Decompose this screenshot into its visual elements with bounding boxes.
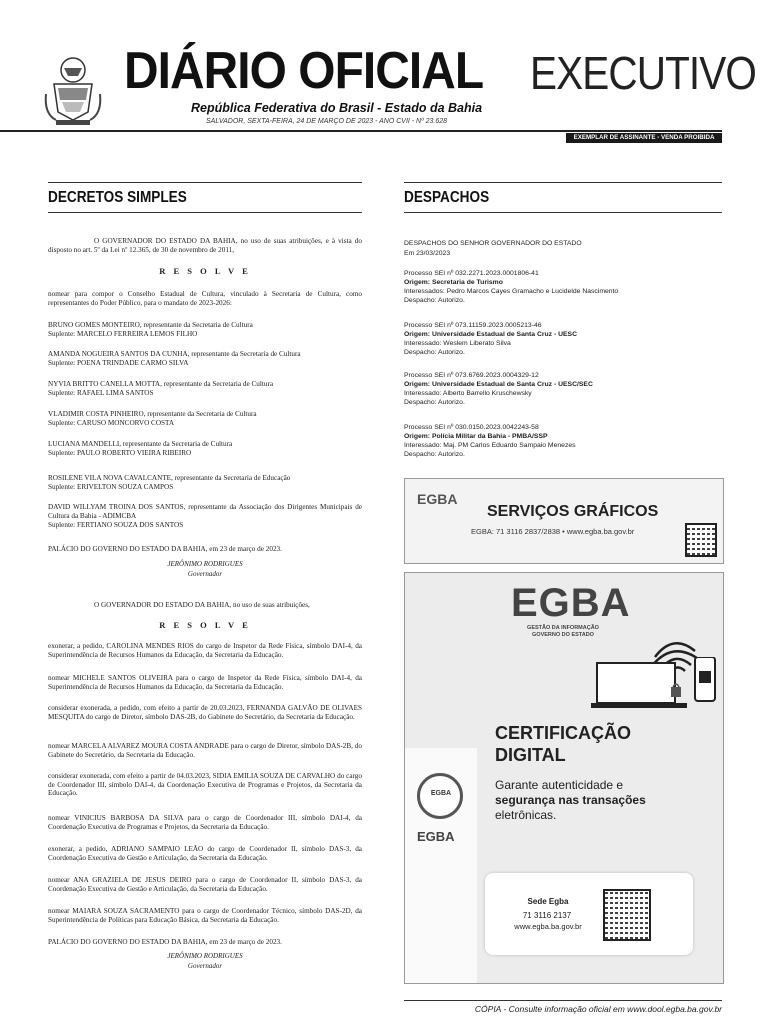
decree1-palace: PALÁCIO DO GOVERNO DO ESTADO DA BAHIA, em 23 de março de 2023.: [48, 545, 282, 553]
member-suplente: Suplente: RAFAEL LIMA SANTOS: [48, 389, 154, 397]
list-item: nomear ANA GRAZIELA DE JESUS DEIRO para o cargo de Coordenador II, símbolo DAS-3, da Coordenação Executiva de Gestão e Articulação, da Secretaria da Educação.: [48, 876, 362, 893]
qr-code-icon: [685, 523, 717, 557]
process-interested: Interessado: Alberto Barrello Kruschewsky: [404, 390, 532, 397]
footer-copy-notice: CÓPIA - Consulte informação oficial em www.dool.egba.ba.gov.br: [474, 1004, 722, 1014]
ad-seal: [417, 773, 463, 819]
process-number: Processo SEI nº 032.2271.2023.0001806-41: [404, 270, 539, 277]
decree2-intro: O GOVERNADOR DO ESTADO DA BAHIA, no uso de suas atribuições,: [94, 601, 310, 609]
state-crest-icon: [42, 54, 104, 128]
process-interested: Interessado: Maj. PM Carlos Eduardo Sampaio Menezes: [404, 442, 576, 449]
member-suplente: Suplente: FERTIANO SOUZA DOS SANTOS: [48, 521, 184, 529]
ad-card-website: www.egba.ba.gov.br: [514, 922, 582, 931]
member-suplente: Suplente: ERIVELTON SOUZA CAMPOS: [48, 483, 174, 491]
process-origin: Origem: Universidade Estadual de Santa Cruz - UESC: [404, 331, 577, 338]
member-suplente: Suplente: POENA TRINDADE CARMO SILVA: [48, 359, 189, 367]
list-item: considerar exonerada, com efeito a partir de 04.03.2023, SIDIA EMILIA SOUZA DE CARVALHO do cargo de Coordenador III, símbolo DAI-4, da Coordenação Executiva de Programas e Projetos, da Secretaria da Educação.: [48, 772, 362, 798]
decree2-palace: PALÁCIO DO GOVERNO DO ESTADO DA BAHIA, em 23 de março de 2023.: [48, 938, 282, 946]
decree1-body: nomear para compor o Conselho Estadual de Cultura, vinculado à Secretaria de Cultura, como representantes do Poder Público, para o mandato de 2023-2026:: [48, 290, 362, 307]
decree1-intro: O GOVERNADOR DO ESTADO DA BAHIA, no uso de suas atribuições, e à vista do disposto no art. 5º da Lei nº 12.365, de 30 de novembro de 2011,: [48, 237, 362, 254]
ad-headline-1: CERTIFICAÇÃO: [495, 723, 631, 743]
ad-card-name: Sede Egba: [527, 897, 569, 906]
despachos-header: DESPACHOS DO SENHOR GOVERNADOR DO ESTADO: [404, 240, 582, 247]
ad-description: [495, 778, 695, 823]
member-suplente: Suplente: PAULO ROBERTO VIEIRA RIBEIRO: [48, 449, 192, 457]
list-item: exonerar, a pedido, CAROLINA MENDES RIOS do cargo de Inspetor da Rede Física, símbolo DAI-4, da Superintendência de Recursos Humanos da Educação, da Secretaria da Educação.: [48, 642, 362, 659]
ad-side-logo: EGBA: [417, 829, 455, 844]
member-suplente: Suplente: CARUSO MONCORVO COSTA: [48, 419, 175, 427]
footer-rule: [404, 1000, 722, 1001]
section-heading-despachos: DESPACHOS: [404, 189, 490, 206]
process-decision: Despacho: Autorizo.: [404, 297, 465, 304]
section-heading-decretos: DECRETOS SIMPLES: [48, 189, 187, 206]
left-heading-top-rule: [48, 182, 362, 183]
member-titular: LUCIANA MANDELLI, representante da Secretaria de Cultura: [48, 440, 233, 448]
process-number: Processo SEI nº 030.0150.2023.0042243-58: [404, 424, 539, 431]
egba-certification-ad[interactable]: [404, 572, 724, 984]
process-decision: Despacho: Autorizo.: [404, 349, 465, 356]
laptop-icon: [591, 657, 719, 713]
ad-desc-bold: segurança nas transações: [495, 793, 646, 807]
process-origin: Origem: Secretaria de Turismo: [404, 279, 503, 286]
list-item: nomear MARCELA ALVAREZ MOURA COSTA ANDRADE para o cargo de Diretor, símbolo DAS-2B, do Gabinete do Secretário, da Secretaria da Educação.: [48, 742, 362, 759]
process-origin: Origem: Universidade Estadual de Santa Cruz - UESC/SEC: [404, 381, 593, 388]
masthead-rule: [0, 130, 722, 132]
banner-contact: EGBA: 71 3116 2837/2838 • www.egba.ba.gov.br: [471, 527, 635, 536]
list-item: exonerar, a pedido, ADRIANO SAMPAIO LEÃO do cargo de Coordenador II, símbolo DAS-3, da Coordenação Executiva de Gestão e Articulação, da Secretaria da Educação.: [48, 845, 362, 862]
process-number: Processo SEI nº 073.11159.2023.0005213-46: [404, 322, 542, 329]
banner-title: SERVIÇOS GRÁFICOS: [487, 503, 659, 520]
right-heading-top-rule: [404, 182, 722, 183]
ad-card-phone: 71 3116 2137: [522, 911, 572, 920]
decree1-signer: JERÔNIMO RODRIGUES: [167, 560, 243, 568]
decree1-role: Governador: [187, 570, 223, 578]
member-titular: AMANDA NOGUEIRA SANTOS DA CUNHA, representante da Secretaria de Cultura: [48, 350, 301, 358]
ad-contact-card: [485, 873, 693, 955]
member-titular: VLADIMIR COSTA PINHEIRO, representante da Secretaria de Cultura: [48, 410, 257, 418]
ad-logo: EGBA: [511, 581, 631, 625]
list-item: nomear VINICIUS BARBOSA DA SILVA para o cargo de Coordenador III, símbolo DAI-4, da Coordenação Executiva de Programas e Projetos, da Secretaria da Educação.: [48, 814, 362, 831]
masthead-subtitle: EXECUTIVO: [530, 47, 757, 99]
process-interested: Interessados: Pedro Marcos Cayes Gramacho e Lucidelde Nascimento: [404, 288, 619, 295]
ad-desc-plain: Garante autenticidade e: [495, 778, 624, 792]
process-origin: Origem: Polícia Militar da Bahia - PMBA/SSP: [404, 433, 548, 440]
republic-line: República Federativa do Brasil - Estado da Bahia: [191, 101, 483, 115]
egba-services-banner[interactable]: [404, 478, 724, 564]
process-decision: Despacho: Autorizo.: [404, 399, 465, 406]
ad-desc-end: eletrônicas.: [495, 808, 557, 822]
decree2-role: Governador: [187, 962, 223, 970]
right-heading-bottom-rule: [404, 212, 722, 213]
ad-headline-2: DIGITAL: [495, 745, 566, 765]
exemplar-badge: EXEMPLAR DE ASSINANTE - VENDA PROIBIDA: [566, 133, 722, 143]
despachos-date: Em 23/03/2023: [404, 250, 451, 257]
decree2-signer: JERÔNIMO RODRIGUES: [167, 952, 243, 960]
decree2-resolve: R E S O L V E: [159, 620, 251, 630]
ad-logo-subtitle: GESTÃO DA INFORMAÇÃO GOVERNO DO ESTADO: [527, 625, 599, 638]
member-suplente: Suplente: MARCELO FERREIRA LEMOS FILHO: [48, 330, 198, 338]
masthead-title: DIÁRIO OFICIAL: [124, 42, 484, 100]
member-titular: NYVIA BRITTO CANELLA MOTTA, representante da Secretaria de Cultura: [48, 380, 274, 388]
qr-code-icon: [603, 889, 651, 941]
decree1-resolve: R E S O L V E: [159, 266, 251, 276]
member-titular: DAVID WILLYAM TROINA DOS SANTOS, representante da Associação dos Dirigentes Municipais de Cultura da Bahia - ADIMCBA: [48, 503, 362, 520]
member-titular: BRUNO GOMES MONTEIRO, representante da Secretaria de Cultura: [48, 321, 253, 329]
process-decision: Despacho: Autorizo.: [404, 451, 465, 458]
ad-seal-label: EGBA: [430, 790, 452, 797]
left-heading-bottom-rule: [48, 212, 362, 213]
list-item: nomear MICHELE SANTOS OLIVEIRA para o cargo de Inspetor da Rede Física, símbolo DAI-4, da Superintendência de Recursos Humanos da Educação, da Secretaria da Educação.: [48, 674, 362, 691]
banner-logo: EGBA: [417, 491, 458, 507]
list-item: nomear MAIARA SOUZA SACRAMENTO para o cargo de Coordenador Técnico, símbolo DAS-2D, da Superintendência de Políticas para Educação Básica, da Secretaria da Educação.: [48, 907, 362, 924]
list-item: considerar exonerada, a pedido, com efeito a partir de 20.03.2023, FERNANDA GALVÃO DE OLIVAES MESQUITA do cargo de Diretor, símbolo DAS-2B, do Gabinete do Secretário, da Secretaria da Educação.: [48, 704, 362, 721]
process-number: Processo SEI nº 073.6769.2023.0004329-12: [404, 372, 539, 379]
lock-icon: [671, 687, 681, 697]
process-interested: Interessado: Weslem Liberato Silva: [404, 340, 511, 347]
dateline: SALVADOR, SEXTA-FEIRA, 24 DE MARÇO DE 2023 - ANO CVII - Nº 23.628: [206, 118, 448, 125]
member-titular: ROSILENE VILA NOVA CAVALCANTE, representante da Secretaria de Educação: [48, 474, 291, 482]
